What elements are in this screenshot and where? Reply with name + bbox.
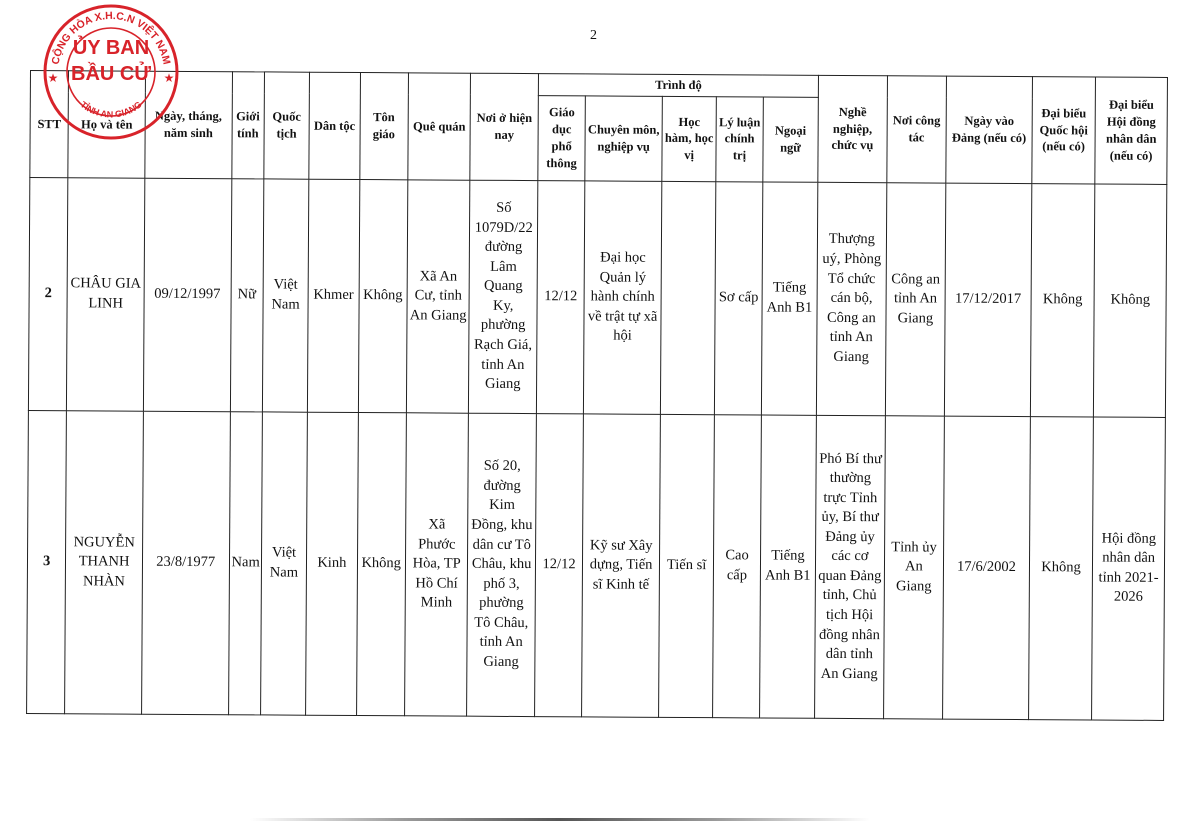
header-occupation: Nghề nghiệp, chức vụ (818, 75, 887, 182)
seal-star-left-icon: ★ (47, 71, 59, 85)
cell-council-delegate: Không (1094, 184, 1167, 417)
seal-line-2: BẦU CỬ (71, 63, 151, 85)
cell-name: NGUYỄN THANH NHÀN (65, 411, 143, 714)
header-gender: Giới tính (231, 72, 264, 179)
header-stt: STT (30, 71, 69, 178)
cell-ethnicity: Khmer (308, 179, 360, 412)
cell-occupation: Phó Bí thư thường trực Tỉnh ủy, Bí thư Đảng ủy các cơ quan Đảng tỉnh, Chủ tịch Hội đồng nhân dân tỉnh An Giang (815, 415, 885, 718)
header-foreign-language: Ngoại ngữ (763, 97, 819, 182)
scan-artifact-line (250, 818, 870, 821)
cell-occupation: Thượng uý, Phòng Tổ chức cán bộ, Công an tỉnh An Giang (817, 182, 887, 415)
cell-ethnicity: Kinh (306, 412, 358, 715)
header-ethnicity: Dân tộc (309, 72, 360, 179)
cell-gender: Nam (228, 412, 262, 715)
cell-specialty: Kỹ sư Xây dựng, Tiến sĩ Kinh tế (582, 414, 660, 717)
header-political-theory: Lý luận chính trị (716, 97, 763, 182)
cell-dob: 23/8/1977 (141, 411, 230, 715)
election-committee-seal (36, 0, 186, 144)
cell-hometown: Xã An Cư, tỉnh An Giang (406, 180, 470, 413)
cell-residence: Số 20, đường Kim Đồng, khu dân cư Tô Châu, khu phố 3, phường Tô Châu, tỉnh An Giang (467, 413, 536, 716)
header-general-edu: Giáo dục phổ thông (538, 95, 586, 180)
cell-residence: Số 1079D/22 đường Lâm Quang Ky, phường Rạch Giá, tỉnh An Giang (469, 180, 538, 413)
page-number: 2 (590, 28, 597, 43)
cell-gender: Nữ (230, 179, 264, 412)
seal-star-right-icon: ★ (163, 71, 175, 85)
cell-political-theory: Cao cấp (713, 415, 761, 718)
cell-na-delegate: Không (1028, 416, 1093, 719)
cell-name: CHÂU GIA LINH (67, 178, 145, 411)
seal-line-1: ỦY BAN (72, 37, 150, 59)
cell-na-delegate: Không (1030, 183, 1095, 416)
table-row (28, 177, 1166, 417)
header-na-delegate: Đại biểu Quốc hội (nếu có) (1032, 77, 1096, 184)
cell-stt: 3 (27, 410, 67, 713)
candidate-table (26, 70, 1168, 721)
seal-bottom-text: TỈNH AN GIANG (78, 99, 144, 120)
cell-religion: Không (358, 179, 408, 412)
header-academic-title: Học hàm, học vị (662, 96, 717, 181)
cell-general-edu: 12/12 (534, 413, 583, 716)
header-residence: Nơi ở hiện nay (470, 73, 538, 180)
header-workplace: Nơi công tác (887, 76, 947, 183)
header-hometown: Quê quán (408, 73, 471, 180)
cell-council-delegate: Hội đồng nhân dân tỉnh 2021-2026 (1092, 417, 1166, 720)
cell-specialty: Đại học Quản lý hành chính về trật tự xã hội (584, 181, 662, 414)
cell-academic-title: Tiến sĩ (658, 414, 714, 717)
header-name: Họ và tên (68, 71, 145, 178)
cell-workplace: Tỉnh ủy An Giang (883, 416, 944, 719)
header-nationality: Quốc tịch (264, 72, 310, 179)
cell-foreign-language: Tiếng Anh B1 (761, 182, 818, 415)
header-level-group: Trình độ (538, 74, 818, 98)
cell-general-edu: 12/12 (536, 180, 585, 413)
cell-dob: 09/12/1997 (143, 178, 231, 412)
table-row (27, 410, 1166, 720)
cell-hometown: Xã Phước Hòa, TP Hồ Chí Minh (404, 413, 468, 716)
cell-nationality: Việt Nam (262, 179, 309, 412)
cell-academic-title (660, 181, 716, 414)
header-dob: Ngày, tháng, năm sinh (145, 71, 232, 178)
cell-stt: 2 (28, 177, 68, 410)
header-religion: Tôn giáo (359, 73, 408, 180)
header-council-delegate: Đại biểu Hội đồng nhân dân (nếu có) (1095, 77, 1167, 184)
header-party-date: Ngày vào Đảng (nếu có) (946, 76, 1032, 183)
cell-foreign-language: Tiếng Anh B1 (759, 415, 816, 718)
seal-ring-text: CỘNG HÒA X.H.C.N VIỆT NAM (49, 9, 173, 66)
cell-workplace: Công an tỉnh An Giang (885, 183, 946, 416)
cell-party-date: 17/6/2002 (943, 416, 1031, 720)
header-specialty: Chuyên môn, nghiệp vụ (585, 96, 662, 181)
cell-religion: Không (356, 412, 406, 715)
cell-party-date: 17/12/2017 (945, 183, 1032, 417)
cell-political-theory: Sơ cấp (715, 182, 763, 415)
cell-nationality: Việt Nam (260, 412, 307, 715)
